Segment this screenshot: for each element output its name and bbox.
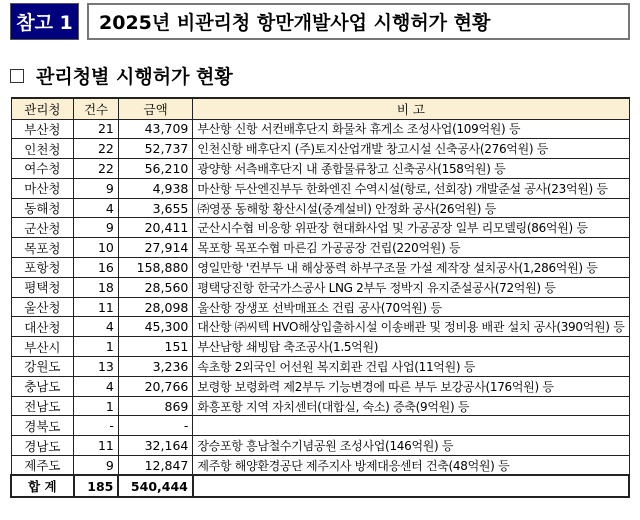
remarks-cell: 속초항 2외국인 어선원 복지회관 건립 사업(11억원) 등	[193, 357, 629, 377]
agency-cell: 여수청	[11, 159, 74, 179]
table-row	[11, 436, 629, 456]
table-row	[11, 238, 629, 258]
page-title: 2025년 비관리청 항만개발사업 시행허가 현황	[87, 3, 630, 40]
section-heading	[10, 62, 233, 89]
count-cell: 11	[74, 436, 119, 456]
amount-cell: 28,098	[118, 297, 192, 317]
count-cell: 16	[74, 258, 119, 278]
remarks-cell: 인천신항 배후단지 (주)토지산업개발 창고시설 신축공사(276억원) 등	[193, 139, 629, 159]
remarks-cell: 평택당진항 한국가스공사 LNG 2부두 정박지 유지준설공사(72억원) 등	[193, 277, 629, 297]
remarks-cell: 부산항 신항 서컨배후단지 화물차 휴게소 조성사업(109억원) 등	[193, 119, 629, 139]
amount-cell: 56,210	[118, 159, 192, 179]
amount-cell: 52,737	[118, 139, 192, 159]
count-cell: 13	[74, 357, 119, 377]
total-remarks	[193, 475, 629, 497]
table-row	[11, 119, 629, 139]
amount-cell: 27,914	[118, 238, 192, 258]
remarks-cell: 군산시수협 비응항 위판장 현대화사업 및 가공공장 일부 리모델링(86억원) 등	[193, 218, 629, 238]
remarks-cell: 울산항 장생포 선박매표소 건립 공사(70억원) 등	[193, 297, 629, 317]
count-cell: 21	[74, 119, 119, 139]
amount-cell: 3,655	[118, 198, 192, 218]
amount-cell: 151	[118, 337, 192, 357]
count-cell: 4	[74, 376, 119, 396]
agency-cell: 마산청	[11, 178, 74, 198]
header-agency: 관리청	[11, 98, 74, 119]
remarks-cell: 부산남항 쇄빙탑 축조공사(1.5억원)	[193, 337, 629, 357]
amount-cell: -	[118, 416, 192, 436]
agency-cell: 전남도	[11, 396, 74, 416]
permit-table	[10, 97, 630, 498]
amount-cell: 12,847	[118, 456, 192, 476]
remarks-cell: 목포항 목포수협 마른김 가공공장 건립(220억원) 등	[193, 238, 629, 258]
checkbox-square-icon	[10, 69, 24, 83]
table-row	[11, 317, 629, 337]
agency-cell: 충남도	[11, 376, 74, 396]
table-row	[11, 337, 629, 357]
remarks-cell: ㈜영풍 동해항 황산시설(중계설비) 안정화 공사(26억원) 등	[193, 198, 629, 218]
count-cell: 1	[74, 337, 119, 357]
agency-cell: 강원도	[11, 357, 74, 377]
agency-cell: 동해청	[11, 198, 74, 218]
amount-cell: 3,236	[118, 357, 192, 377]
table-row	[11, 396, 629, 416]
count-cell: 11	[74, 297, 119, 317]
total-amount: 540,444	[118, 475, 192, 497]
table-row	[11, 416, 629, 436]
remarks-cell: 장승포항 흥남철수기념공원 조성사업(146억원) 등	[193, 436, 629, 456]
count-cell: 9	[74, 178, 119, 198]
count-cell: 4	[74, 198, 119, 218]
total-count: 185	[74, 475, 119, 497]
count-cell: 22	[74, 139, 119, 159]
header-remarks: 비 고	[193, 98, 629, 119]
table-row	[11, 139, 629, 159]
agency-cell: 제주도	[11, 456, 74, 476]
table-row	[11, 376, 629, 396]
table-row	[11, 357, 629, 377]
amount-cell: 20,411	[118, 218, 192, 238]
count-cell: 9	[74, 218, 119, 238]
remarks-cell: 보령항 보령화력 제2부두 기능변경에 따른 부두 보강공사(176억원) 등	[193, 376, 629, 396]
amount-cell: 43,709	[118, 119, 192, 139]
agency-cell: 평택청	[11, 277, 74, 297]
agency-cell: 포항청	[11, 258, 74, 278]
count-cell: 9	[74, 456, 119, 476]
remarks-cell: 대산항 ㈜씨텍 HVO해상입출하시설 이송배관 및 정비용 배관 설치 공사(390억원) 등	[193, 317, 629, 337]
count-cell: 10	[74, 238, 119, 258]
agency-cell: 군산청	[11, 218, 74, 238]
amount-cell: 28,560	[118, 277, 192, 297]
agency-cell: 부산시	[11, 337, 74, 357]
table-row	[11, 218, 629, 238]
remarks-cell: 화흥포항 지역 자치센터(대합실, 숙소) 증축(9억원) 등	[193, 396, 629, 416]
table-header-row	[11, 98, 629, 119]
amount-cell: 158,880	[118, 258, 192, 278]
remarks-cell: 영일만항 '컨부두 내 해상풍력 하부구조물 가설 제작장 설치공사(1,286억원) 등	[193, 258, 629, 278]
header-count: 건수	[74, 98, 119, 119]
count-cell: 1	[74, 396, 119, 416]
table-row	[11, 159, 629, 179]
count-cell: 4	[74, 317, 119, 337]
agency-cell: 경남도	[11, 436, 74, 456]
table-row	[11, 198, 629, 218]
remarks-cell: 제주항 해양환경공단 제주지사 방제대응센터 건축(48억원) 등	[193, 456, 629, 476]
table-row	[11, 178, 629, 198]
agency-cell: 목포청	[11, 238, 74, 258]
total-label: 합 계	[11, 475, 74, 497]
count-cell: 22	[74, 159, 119, 179]
total-row	[11, 475, 629, 497]
amount-cell: 869	[118, 396, 192, 416]
agency-cell: 부산청	[11, 119, 74, 139]
table-row	[11, 297, 629, 317]
table-row	[11, 258, 629, 278]
agency-cell: 울산청	[11, 297, 74, 317]
remarks-cell: 광양항 서측배후단지 내 종합물류창고 신축공사(158억원) 등	[193, 159, 629, 179]
table-row	[11, 277, 629, 297]
table-row	[11, 456, 629, 476]
amount-cell: 20,766	[118, 376, 192, 396]
amount-cell: 4,938	[118, 178, 192, 198]
agency-cell: 대산청	[11, 317, 74, 337]
section-heading-text: 관리청별 시행허가 현황	[36, 66, 233, 88]
header-amount: 금액	[118, 98, 192, 119]
remarks-cell	[193, 416, 629, 436]
agency-cell: 경북도	[11, 416, 74, 436]
count-cell: -	[74, 416, 119, 436]
remarks-cell: 마산항 두산엔진부두 한화엔진 수역시설(항로, 선회장) 개발준설 공사(23억원) 등	[193, 178, 629, 198]
amount-cell: 32,164	[118, 436, 192, 456]
count-cell: 18	[74, 277, 119, 297]
amount-cell: 45,300	[118, 317, 192, 337]
agency-cell: 인천청	[11, 139, 74, 159]
reference-badge: 참고 1	[10, 3, 79, 40]
